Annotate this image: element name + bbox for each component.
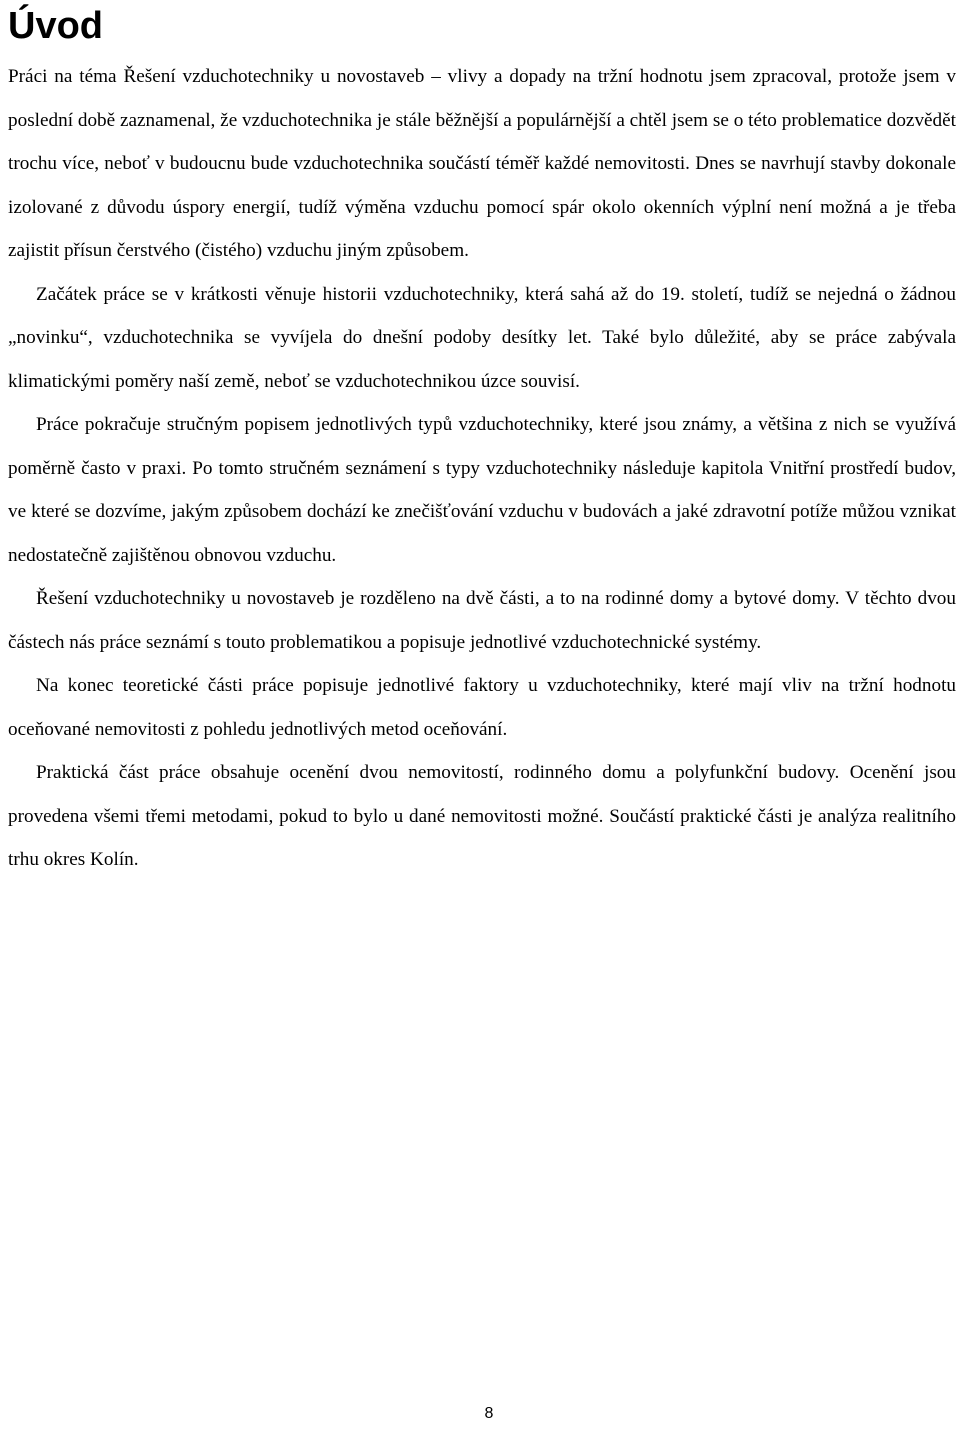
paragraph-intro: Práci na téma Řešení vzduchotechniky u novostaveb – vlivy a dopady na tržní hodnotu jsem zpracoval, protože jsem v poslední době zaznamenal, že vzduchotechnika je stále běžnější a populárnější a chtěl jsem se o této problematice dozvědět trochu více, neboť v budoucnu bude vzduchotechnika součástí téměř každé nemovitosti. Dnes se navrhují stavby dokonale izolované z důvodu úspory energií, tudíž výměna vzduchu pomocí spár okolo okenních výplní není možná a je třeba zajistit přísun čerstvého (čistého) vzduchu jiným způsobem.	[8, 66, 956, 261]
paragraph-market-value: Na konec teoretické části práce popisuje jednotlivé faktory u vzduchotechniky, které mají vliv na tržní hodnotu oceňované nemovitosti z pohledu jednotlivých metod oceňování.	[8, 675, 956, 740]
page-title: Úvod	[8, 5, 103, 47]
body-text	[8, 55, 956, 882]
page-number: 8	[484, 1405, 494, 1422]
paragraph-new-buildings: Řešení vzduchotechniky u novostaveb je rozděleno na dvě části, a to na rodinné domy a bytové domy. V těchto dvou částech nás práce seznámí s touto problematikou a popisuje jednotlivé vzduchotechnické systémy.	[8, 588, 956, 653]
document-page	[8, 0, 956, 1456]
paragraph-practical-part: Praktická část práce obsahuje ocenění dvou nemovitostí, rodinného domu a polyfunkční budovy. Ocenění jsou provedena všemi třemi metodami, pokud to bylo u dané nemovitosti možné. Součástí praktické části je analýza realitního trhu okres Kolín.	[8, 762, 956, 870]
paragraph-types: Práce pokračuje stručným popisem jednotlivých typů vzduchotechniky, které jsou známy, a většina z nich se využívá poměrně často v praxi. Po tomto stručném seznámení s typy vzduchotechniky následuje kapitola Vnitřní prostředí budov, ve které se dozvíme, jakým způsobem dochází ke znečišťování vzduchu v budovách a jaké zdravotní potíže můžou vznikat nedostatečně zajištěnou obnovou vzduchu.	[8, 414, 956, 566]
paragraph-history: Začátek práce se v krátkosti věnuje historii vzduchotechniky, která sahá až do 19. století, tudíž se nejedná o žádnou „novinku“, vzduchotechnika se vyvíjela do dnešní podoby desítky let. Také bylo důležité, aby se práce zabývala klimatickými poměry naší země, neboť se vzduchotechnikou úzce souvisí.	[8, 283, 956, 392]
